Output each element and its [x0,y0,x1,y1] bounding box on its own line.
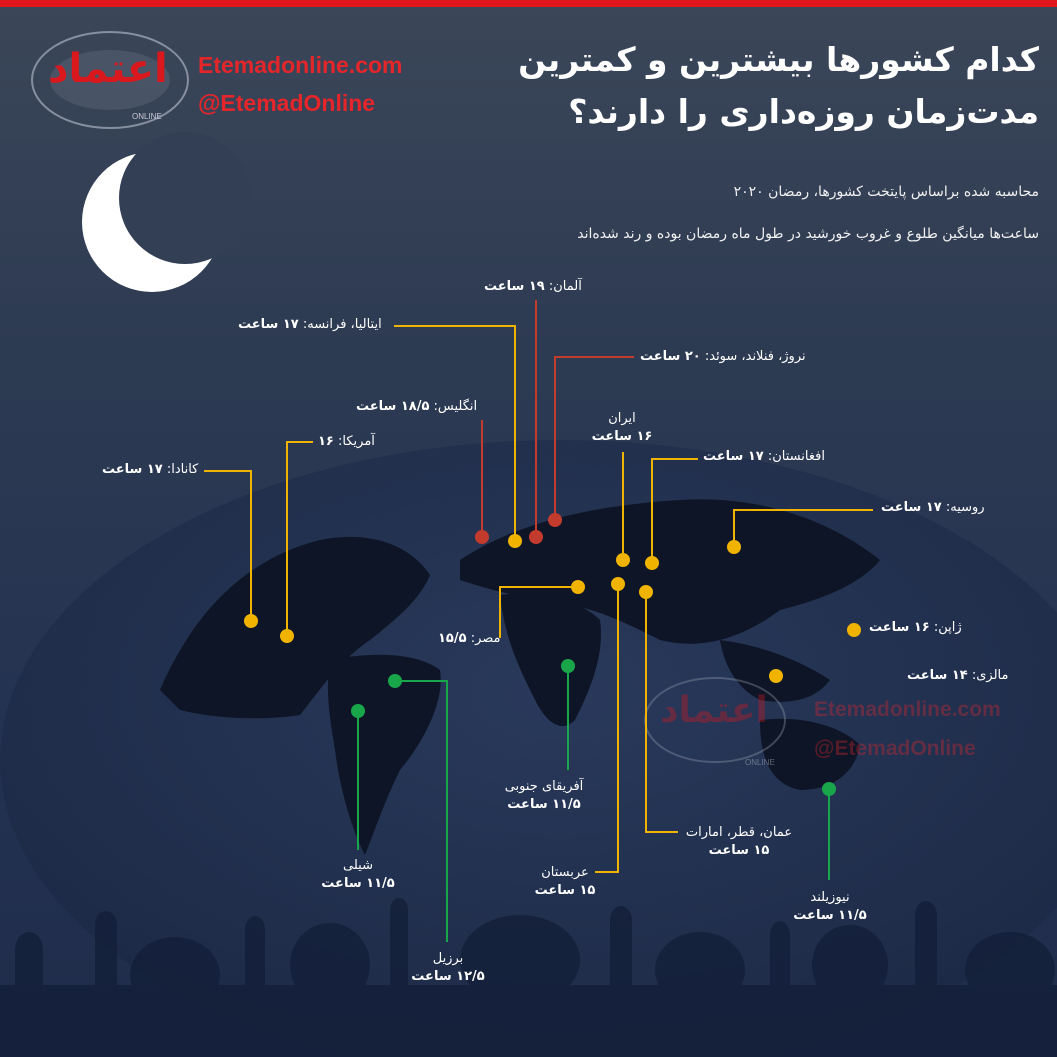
label-arabia [530,864,600,900]
label-russia [881,499,985,517]
label-malaysia [907,667,1008,685]
country-hours: ۱۱/۵ ساعت [321,876,395,891]
country-hours: ۲۰ ساعت [640,349,701,364]
label-new-zealand [790,889,870,925]
marker-uk[interactable] [475,530,489,544]
country-hours: ۱۹ ساعت [484,279,545,294]
logo-text: اعتماد [48,46,168,92]
country-name: مصر: [470,631,501,646]
country-hours: ۱۸/۵ ساعت [356,399,430,414]
country-hours: ۱۷ ساعت [703,449,764,464]
logo-subtext-watermark: ONLINE [745,758,775,767]
country-hours: ۱۶ [318,434,334,449]
site-url-watermark: Etemadonline.com [814,698,1001,721]
country-name: مالزی: [971,668,1009,683]
label-egypt [438,630,501,648]
marker-egypt[interactable] [571,580,585,594]
site-url[interactable]: Etemadonline.com [198,52,403,78]
marker-japan[interactable] [847,623,861,637]
label-usa [318,433,375,451]
label-uk [356,398,477,416]
marker-nordic[interactable] [548,513,562,527]
country-name: افغانستان: [767,449,825,464]
label-south-africa [496,778,592,814]
marker-usa[interactable] [280,629,294,643]
country-hours: ۱۷ ساعت [881,500,942,515]
country-hours: ۱۷ ساعت [102,462,163,477]
label-brazil [408,950,488,986]
country-name: ایتالیا، فرانسه: [302,317,382,332]
title-line-2: مدت‌زمان روزه‌داری را دارند؟ [568,92,1039,131]
marker-new-zealand[interactable] [822,782,836,796]
country-name: کانادا: [166,462,199,477]
country-name: ژاپن: [933,620,962,635]
country-name: نروژ، فنلاند، سوئد: [704,349,806,364]
label-iran [590,410,654,446]
country-hours: ۱۲/۵ ساعت [411,969,485,984]
country-name: شیلی [343,858,373,873]
country-hours: ۱۵/۵ [438,631,467,646]
label-afghanistan [703,448,825,466]
country-name: آفریقای جنوبی [504,779,584,794]
marker-germany[interactable] [529,530,543,544]
country-name: آمریکا: [338,434,375,449]
marker-afghanistan[interactable] [645,556,659,570]
label-italy-france [238,316,382,334]
marker-iran[interactable] [616,553,630,567]
social-handle[interactable]: @EtemadOnline [198,90,376,116]
marker-canada[interactable] [244,614,258,628]
country-hours: ۱۱/۵ ساعت [793,908,867,923]
country-hours: ۱۶ ساعت [591,429,653,444]
country-name: عربستان [541,865,589,880]
label-nordic [640,348,806,366]
country-name: آلمان: [548,279,582,294]
marker-south-africa[interactable] [561,659,575,673]
label-oman-qatar-uae [676,824,802,860]
subtitle-1: محاسبه شده براساس پایتخت کشورها، رمضان ۲۰۲۰ [733,184,1039,200]
marker-italy-france[interactable] [508,534,522,548]
social-handle-watermark: @EtemadOnline [814,737,976,760]
marker-arabia[interactable] [611,577,625,591]
marker-chile[interactable] [351,704,365,718]
page-title [479,34,1039,138]
label-canada [102,461,198,479]
title-line-1: کدام کشورها بیشترین و کمترین [518,40,1039,79]
country-name: عمان، قطر، امارات [685,825,793,840]
marker-oman[interactable] [639,585,653,599]
label-japan [869,619,962,637]
marker-brazil[interactable] [388,674,402,688]
country-hours: ۱۴ ساعت [907,668,968,683]
country-name: روسیه: [945,500,985,515]
label-germany [484,278,582,296]
country-hours: ۱۵ ساعت [534,883,596,898]
country-hours: ۱۷ ساعت [238,317,299,332]
country-name: ایران [608,411,636,426]
country-name: برزیل [432,951,464,966]
crescent-moon-icon [82,132,251,292]
country-name: انگلیس: [433,399,478,414]
subtitle-2: ساعت‌ها میانگین طلوع و غروب خورشید در طول ماه رمضان بوده و رند شده‌اند [577,226,1039,242]
country-name: نیوزیلند [810,890,850,905]
logo-text-watermark: اعتماد [660,690,768,731]
marker-malaysia[interactable] [769,669,783,683]
country-hours: ۱۶ ساعت [869,620,930,635]
country-hours: ۱۵ ساعت [708,843,770,858]
logo-subtext: ONLINE [132,112,162,121]
country-hours: ۱۱/۵ ساعت [507,797,581,812]
marker-russia[interactable] [727,540,741,554]
label-chile [318,857,398,893]
